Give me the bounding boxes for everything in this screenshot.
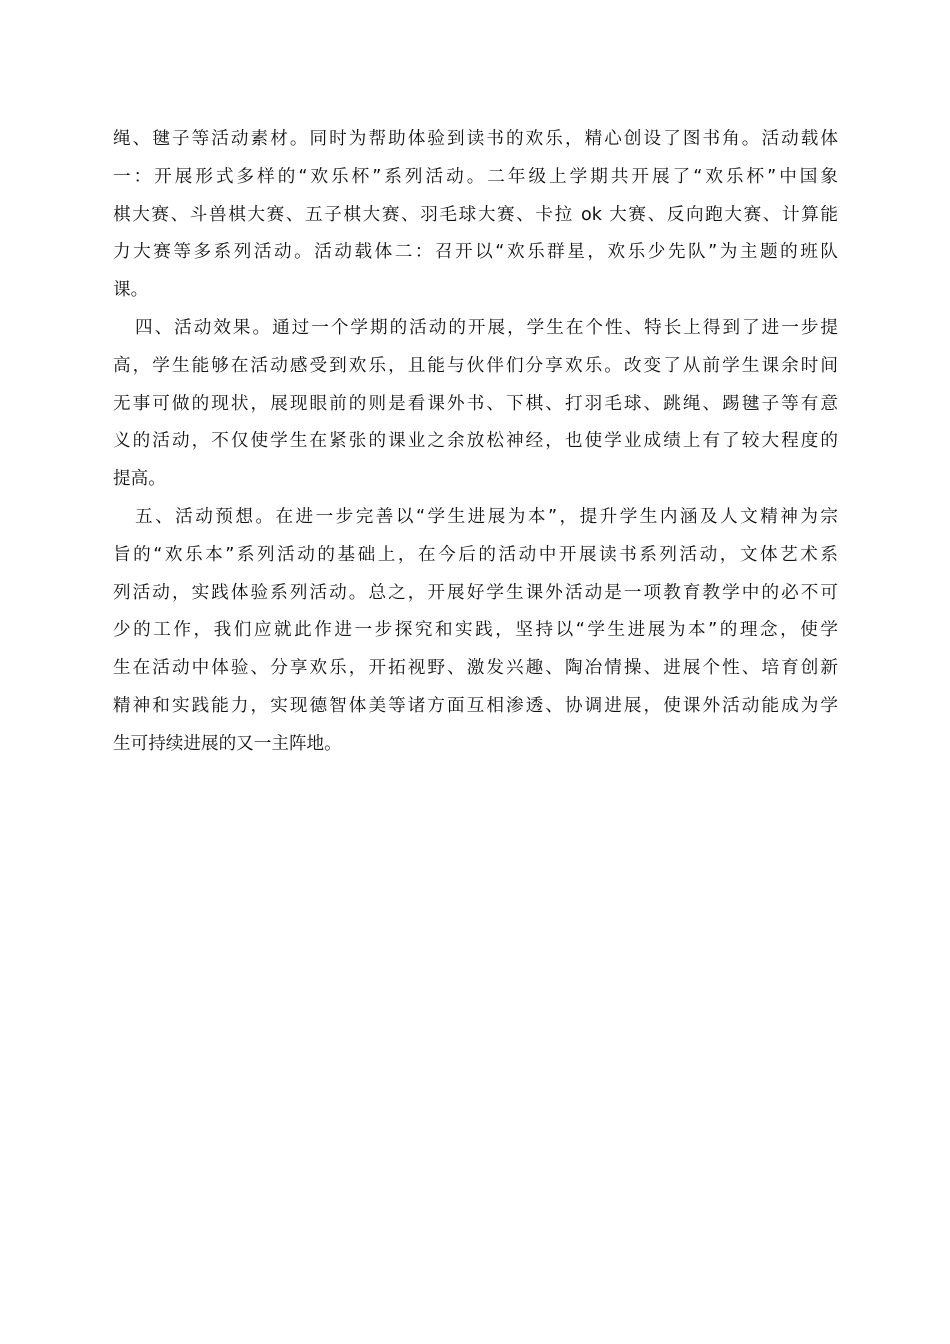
text-line: 高，学生能够在活动感受到欢乐，且能与伙伴们分享欢乐。改变了从前学生课余时间	[113, 355, 838, 376]
text-line: 力大赛等多系列活动。活动载体二：召开以“欢乐群星，欢乐少先队”为主题的班队	[113, 242, 838, 263]
text-line: 提高。	[113, 469, 166, 490]
text-line: 五、活动预想。在进一步完善以“学生进展为本”，提升学生内涵及人文精神为宗	[135, 506, 838, 527]
paragraph-activity-outlook	[113, 499, 838, 764]
text-line: 生可持续进展的又一主阵地。	[113, 733, 342, 754]
text-line: 列活动，实践体验系列活动。总之，开展好学生课外活动是一项教育教学中的必不可	[113, 582, 838, 603]
text-line: 绳、毽子等活动素材。同时为帮助体验到读书的欢乐，精心创设了图书角。活动载体	[113, 129, 838, 149]
text-line: 精神和实践能力，实现德智体美等诸方面互相渗透、协调进展，使课外活动能成为学	[113, 695, 838, 716]
text-line: 课。	[113, 280, 149, 301]
text-line: 生在活动中体验、分享欢乐，开拓视野、激发兴趣、陶冶情操、进展个性、培育创新	[113, 658, 838, 679]
text-line: 义的活动，不仅使学生在紧张的课业之余放松神经，也使学业成绩上有了较大程度的	[113, 431, 838, 452]
text-line: 少的工作，我们应就此作进一步探究和实践，坚持以“学生进展为本”的理念，使学	[113, 620, 838, 641]
document-body	[113, 121, 838, 764]
text-line: 旨的“欢乐本”系列活动的基础上，在今后的活动中开展读书系列活动，文体艺术系	[113, 544, 838, 565]
text-line: 无事可做的现状，展现眼前的则是看课外书、下棋、打羽毛球、跳绳、踢毽子等有意	[113, 393, 838, 414]
paragraph-activity-effects	[113, 310, 838, 499]
text-line: 四、活动效果。通过一个学期的活动的开展，学生在个性、特长上得到了进一步提	[135, 317, 838, 338]
text-line: 一：开展形式多样的“欢乐杯”系列活动。二年级上学期共开展了“欢乐杯”中国象	[113, 166, 838, 187]
paragraph-activity-carriers	[113, 121, 838, 310]
text-line: 棋大赛、斗兽棋大赛、五子棋大赛、羽毛球大赛、卡拉 ok 大赛、反向跑大赛、计算能	[113, 204, 838, 225]
